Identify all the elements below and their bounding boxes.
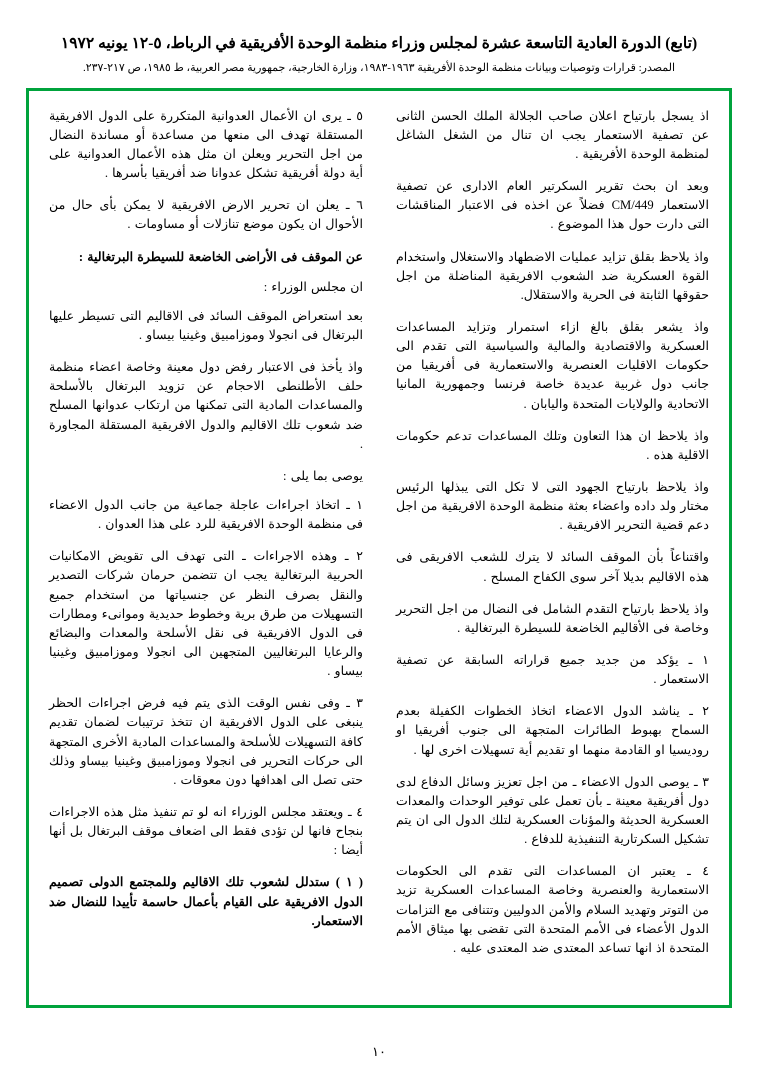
left-column <box>43 107 379 995</box>
page-title: (تابع) الدورة العادية التاسعة عشرة لمجلس وزراء منظمة الوحدة الأفريقية في الرباط، ٥-١٢ يونيه ١٩٧٢ <box>60 35 698 52</box>
page-number: ١٠ <box>372 1044 386 1059</box>
numbered-item: ١ ـ يؤكد من جديد جميع قراراته السابقة عن تصفية الاستعمار . <box>396 653 709 687</box>
numbered-item: ٤ ـ ويعتقد مجلس الوزراء انه لو تم تنفيذ مثل هذه الاجراءات بنجاح فانها لن تؤدى فقط الى اضعاف موقف البرتغال بل أنها أيضا : <box>49 804 363 858</box>
paragraph: وبعد ان بحث تقرير السكرتير العام الادارى عن تصفية الاستعمار CM/449 فضلاً عن اخذه فى الاعتبار المناقشات التى دارت حول هذا الموضوع . <box>396 179 709 232</box>
paragraph: واذ يلاحظ بارتياح التقدم الشامل فى النضال من اجل التحرير وخاصة فى الأقاليم الخاضعة للسيطرة البرتغالية . <box>396 601 709 635</box>
paragraph: واذ يلاحظ ان هذا التعاون وتلك المساعدات تدعم حكومات الاقلية هذه . <box>396 428 709 462</box>
section-heading: عن الموقف فى الأراضى الخاضعة للسيطرة البرتغالية : <box>78 249 363 264</box>
paragraph: واقتناعاً بأن الموقف السائد لا يترك للشعب الافريقى فى هذه الاقاليم بديلا آخر سوى الكفاح المسلح . <box>396 550 709 584</box>
right-column <box>379 107 715 995</box>
numbered-item: ٢ ـ وهذه الاجراءات ـ التى تهدف الى تقويض الامكانيات الحربية البرتغالية يجب ان تتضمن حرمان شركات التصدير والنقل بصرف النظر عن جنسياتها من استخدام جميع التسهيلات من طرق برية وخطوط حديدية وموانىء ومطارات فى الدول الافريقية فى نقل الأسلحة والمعدات والبضائع والرعايا البرتغاليين المتجهين الى انجولا وموزامبيق وغينيا بيساو . <box>49 549 363 679</box>
numbered-item: ٦ ـ يعلن ان تحرير الارض الافريقية لا يمكن بأى حال من الأحوال ان يكون موضع تنازلات أو مساومات . <box>49 198 363 232</box>
paragraph: واذ يلاحظ بقلق تزايد عمليات الاضطهاد والاستغلال واستخدام القوة العسكرية ضد الشعوب الافريقية المناضلة من اجل حقوقها الثابتة فى الحرية والاستقلال. <box>396 249 709 302</box>
paragraph: واذ يلاحظ بارتياح الجهود التى لا تكل التى يبذلها الرئيس مختار ولد داده واعضاء بعثة منظمة الوحدة الافريقية من اجل دعم قضية التحرير الافريقية . <box>396 480 709 533</box>
paragraph: بعد استعراض الموقف السائد فى الاقاليم التى تسيطر عليها البرتغال فى انجولا وموزامبيق وغينيا بيساو . <box>49 308 363 343</box>
sub-item: ( ١ ) ستدلل لشعوب تلك الاقاليم وللمجتمع الدولى تصميم الدول الافريقية على القيام بأعمال حاسمة تأييدا للنضال ضد الاستعمار. <box>49 875 363 928</box>
numbered-item: ١ ـ اتخاذ اجراءات عاجلة جماعية من جانب الدول الاعضاء فى منظمة الوحدة الافريقية للرد على هذا العدوان . <box>49 498 363 532</box>
numbered-item: ٤ ـ يعتبر ان المساعدات التى تقدم الى الحكومات الاستعمارية والعنصرية وخاصة المساعدات العسكرية تزيد من التوتر وتهديد السلام والأمن الدوليين وتتنافى مع التزامات الدول الأعضاء فى الأمم المتحدة التى تقضى بها ميثاق الأمم المتحدة اذ انها تساعد المعتدى ضد المعتدى عليه . <box>396 864 709 955</box>
paragraph: واذ يشعر بقلق بالغ ازاء استمرار وتزايد المساعدات العسكرية والاقتصادية والمالية والسياسية التى تقدم الى حكومات الاقليات العنصرية والاستعمارية فى أفريقيا من جانب دول غربية عديدة خاصة فرنسا وجمهورية المانيا الاتحادية والولايات المتحدة واليابان . <box>396 320 709 411</box>
content-frame <box>26 88 732 1008</box>
paragraph: واذ يأخذ فى الاعتبار رفض دول معينة وخاصة اعضاء منظمة حلف الأطلنطى الاحجام عن تزويد البرتغال بالأسلحة والمساعدات المادية التى تمكنها من ارتكاب عدوانها المسلح ضد شعوب تلك الاقاليم والدول الافريقية المستقلة المجاورة . <box>49 360 363 451</box>
two-column-body <box>43 107 715 995</box>
numbered-item: ٥ ـ يرى ان الأعمال العدوانية المتكررة على الدول الافريقية المستقلة تهدف الى منعها من مساعدة أو مساندة النضال من اجل التحرير ويعلن ان مثل هذه الأعمال العدوانية على أية دولة أفريقية تشكل عدوانا ضد أفريقيا بأسرها . <box>49 108 363 181</box>
paragraph: اذ يسجل بارتياح اعلان صاحب الجلالة الملك الحسن الثانى عن تصفية الاستعمار يجب ان تنال من الشغل الشاغل لمنظمة الوحدة الأفريقية . <box>396 108 709 162</box>
numbered-item: ٢ ـ يناشد الدول الاعضاء اتخاذ الخطوات الكفيلة بعدم السماح بهبوط الطائرات المتجهة الى جنوب أفريقيا او روديسيا او القادمة منهما او تقديم أية تسهيلات اخرى لها . <box>396 704 709 757</box>
paragraph: يوصى بما يلى : <box>283 468 363 483</box>
numbered-item: ٣ ـ وفى نفس الوقت الذى يتم فيه فرض اجراءات الحظر ينبغى على الدول الافريقية ان تتخذ ترتيبات لضمان تقديم كافة التسهيلات للأسلحة والمساعدات المادية الأخرى المتجهة الى حركات التحرير فى انجولا وموزامبيق وغينيا بيساو وذلك حتى تصل الى اهدافها دون معوقات . <box>49 696 363 787</box>
paragraph: ان مجلس الوزراء : <box>263 279 363 294</box>
numbered-item: ٣ ـ يوصى الدول الاعضاء ـ من اجل تعزيز وسائل الدفاع لدى دول أفريقية معينة ـ بأن تعمل على توفير الوحدات والمعدات العسكرية الحديثة والمؤنات العسكرية لتلك الدول الى ان يتم تشكيل السكرتارية التنفيذية للدفاع . <box>396 774 709 847</box>
source-line: المصدر: قرارات وتوصيات وبيانات منظمة الوحدة الأفريقية ١٩٦٣-١٩٨٣، وزارة الخارجية، جمهورية مصر العربية، ط ١٩٨٥، ص ٢١٧-٢٣٧. <box>82 61 676 74</box>
